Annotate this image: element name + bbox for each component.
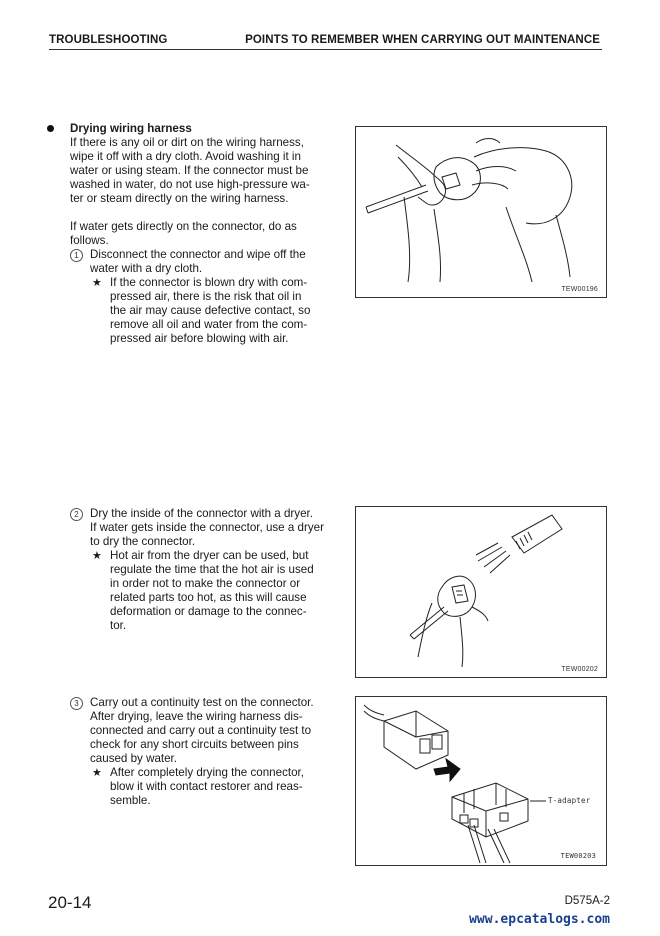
step2-note-line: in order not to make the connector or — [110, 577, 301, 590]
step2-note-line: related parts too hot, as this will cause — [110, 591, 307, 604]
step3-line: caused by water. — [90, 752, 178, 765]
step2-note-line: tor. — [110, 619, 127, 632]
step3-note-line: After completely drying the connector, — [110, 766, 304, 779]
step3-line: After drying, leave the wiring harness dis- — [90, 710, 303, 723]
para2-line: follows. — [70, 234, 109, 247]
figure-t-adapter — [355, 696, 607, 866]
step-number: 2 — [70, 508, 83, 521]
step-number: 1 — [70, 249, 83, 262]
para1-line: If there is any oil or dirt on the wiring harness, — [70, 136, 304, 149]
step-number: 3 — [70, 697, 83, 710]
para1-line: ter or steam directly on the wiring harness. — [70, 192, 289, 205]
step2-note-line: Hot air from the dryer can be used, but — [110, 549, 309, 562]
header-page-title: POINTS TO REMEMBER WHEN CARRYING OUT MAINTENANCE — [245, 34, 600, 46]
watermark-text: www.epcatalogs.com — [469, 912, 610, 927]
step3-note-line: blow it with contact restorer and reas- — [110, 780, 303, 793]
star-icon: ★ — [92, 767, 102, 779]
step1-note-line: pressed air, there is the risk that oil in — [110, 290, 302, 303]
step3-note-line: semble. — [110, 794, 151, 807]
step3-line: check for any short circuits between pins — [90, 738, 299, 751]
header-rule — [49, 49, 602, 50]
step2-note-line: regulate the time that the hot air is used — [110, 563, 314, 576]
step2-line: to dry the connector. — [90, 535, 196, 548]
figure-label: TEW00203 — [560, 852, 596, 860]
step3-line: connected and carry out a continuity test to — [90, 724, 312, 737]
section-title: Drying wiring harness — [70, 122, 192, 135]
dryer-blowing-connector-illustration — [356, 507, 606, 677]
para1-line: water or using steam. If the connector must be — [70, 164, 309, 177]
step2-line: Dry the inside of the connector with a dryer. — [90, 507, 313, 520]
bullet-icon — [47, 125, 54, 132]
step1-line: Disconnect the connector and wipe off the — [90, 248, 306, 261]
page-number: 20-14 — [48, 893, 92, 912]
header-section-title: TROUBLESHOOTING — [49, 34, 168, 46]
para2-line: If water gets directly on the connector, do as — [70, 220, 297, 233]
step1-note-line: If the connector is blown dry with com- — [110, 276, 308, 289]
figure-dryer — [355, 506, 607, 678]
star-icon: ★ — [92, 550, 102, 562]
figure-wiping-harness — [355, 126, 607, 298]
step2-line: If water gets inside the connector, use a dryer — [90, 521, 324, 534]
step3-line: Carry out a continuity test on the connector. — [90, 696, 314, 709]
step2-note-line: deformation or damage to the connec- — [110, 605, 307, 618]
figure-label: TEW00202 — [561, 666, 598, 673]
step1-note-line: pressed air before blowing with air. — [110, 332, 289, 345]
step1-note-line: remove all oil and water from the com- — [110, 318, 308, 331]
figure-label: TEW00196 — [561, 286, 598, 293]
t-adapter-label: T-adapter — [548, 796, 591, 805]
hands-wiping-connector-illustration — [356, 127, 606, 297]
para1-line: washed in water, do not use high-pressure wa- — [70, 178, 310, 191]
star-icon: ★ — [92, 277, 102, 289]
para1-line: wipe it off with a dry cloth. Avoid washing it in — [70, 150, 301, 163]
step1-line: water with a dry cloth. — [90, 262, 203, 275]
t-adapter-connector-illustration — [356, 697, 606, 865]
model-code: D575A-2 — [564, 895, 610, 907]
step1-note-line: the air may cause defective contact, so — [110, 304, 311, 317]
